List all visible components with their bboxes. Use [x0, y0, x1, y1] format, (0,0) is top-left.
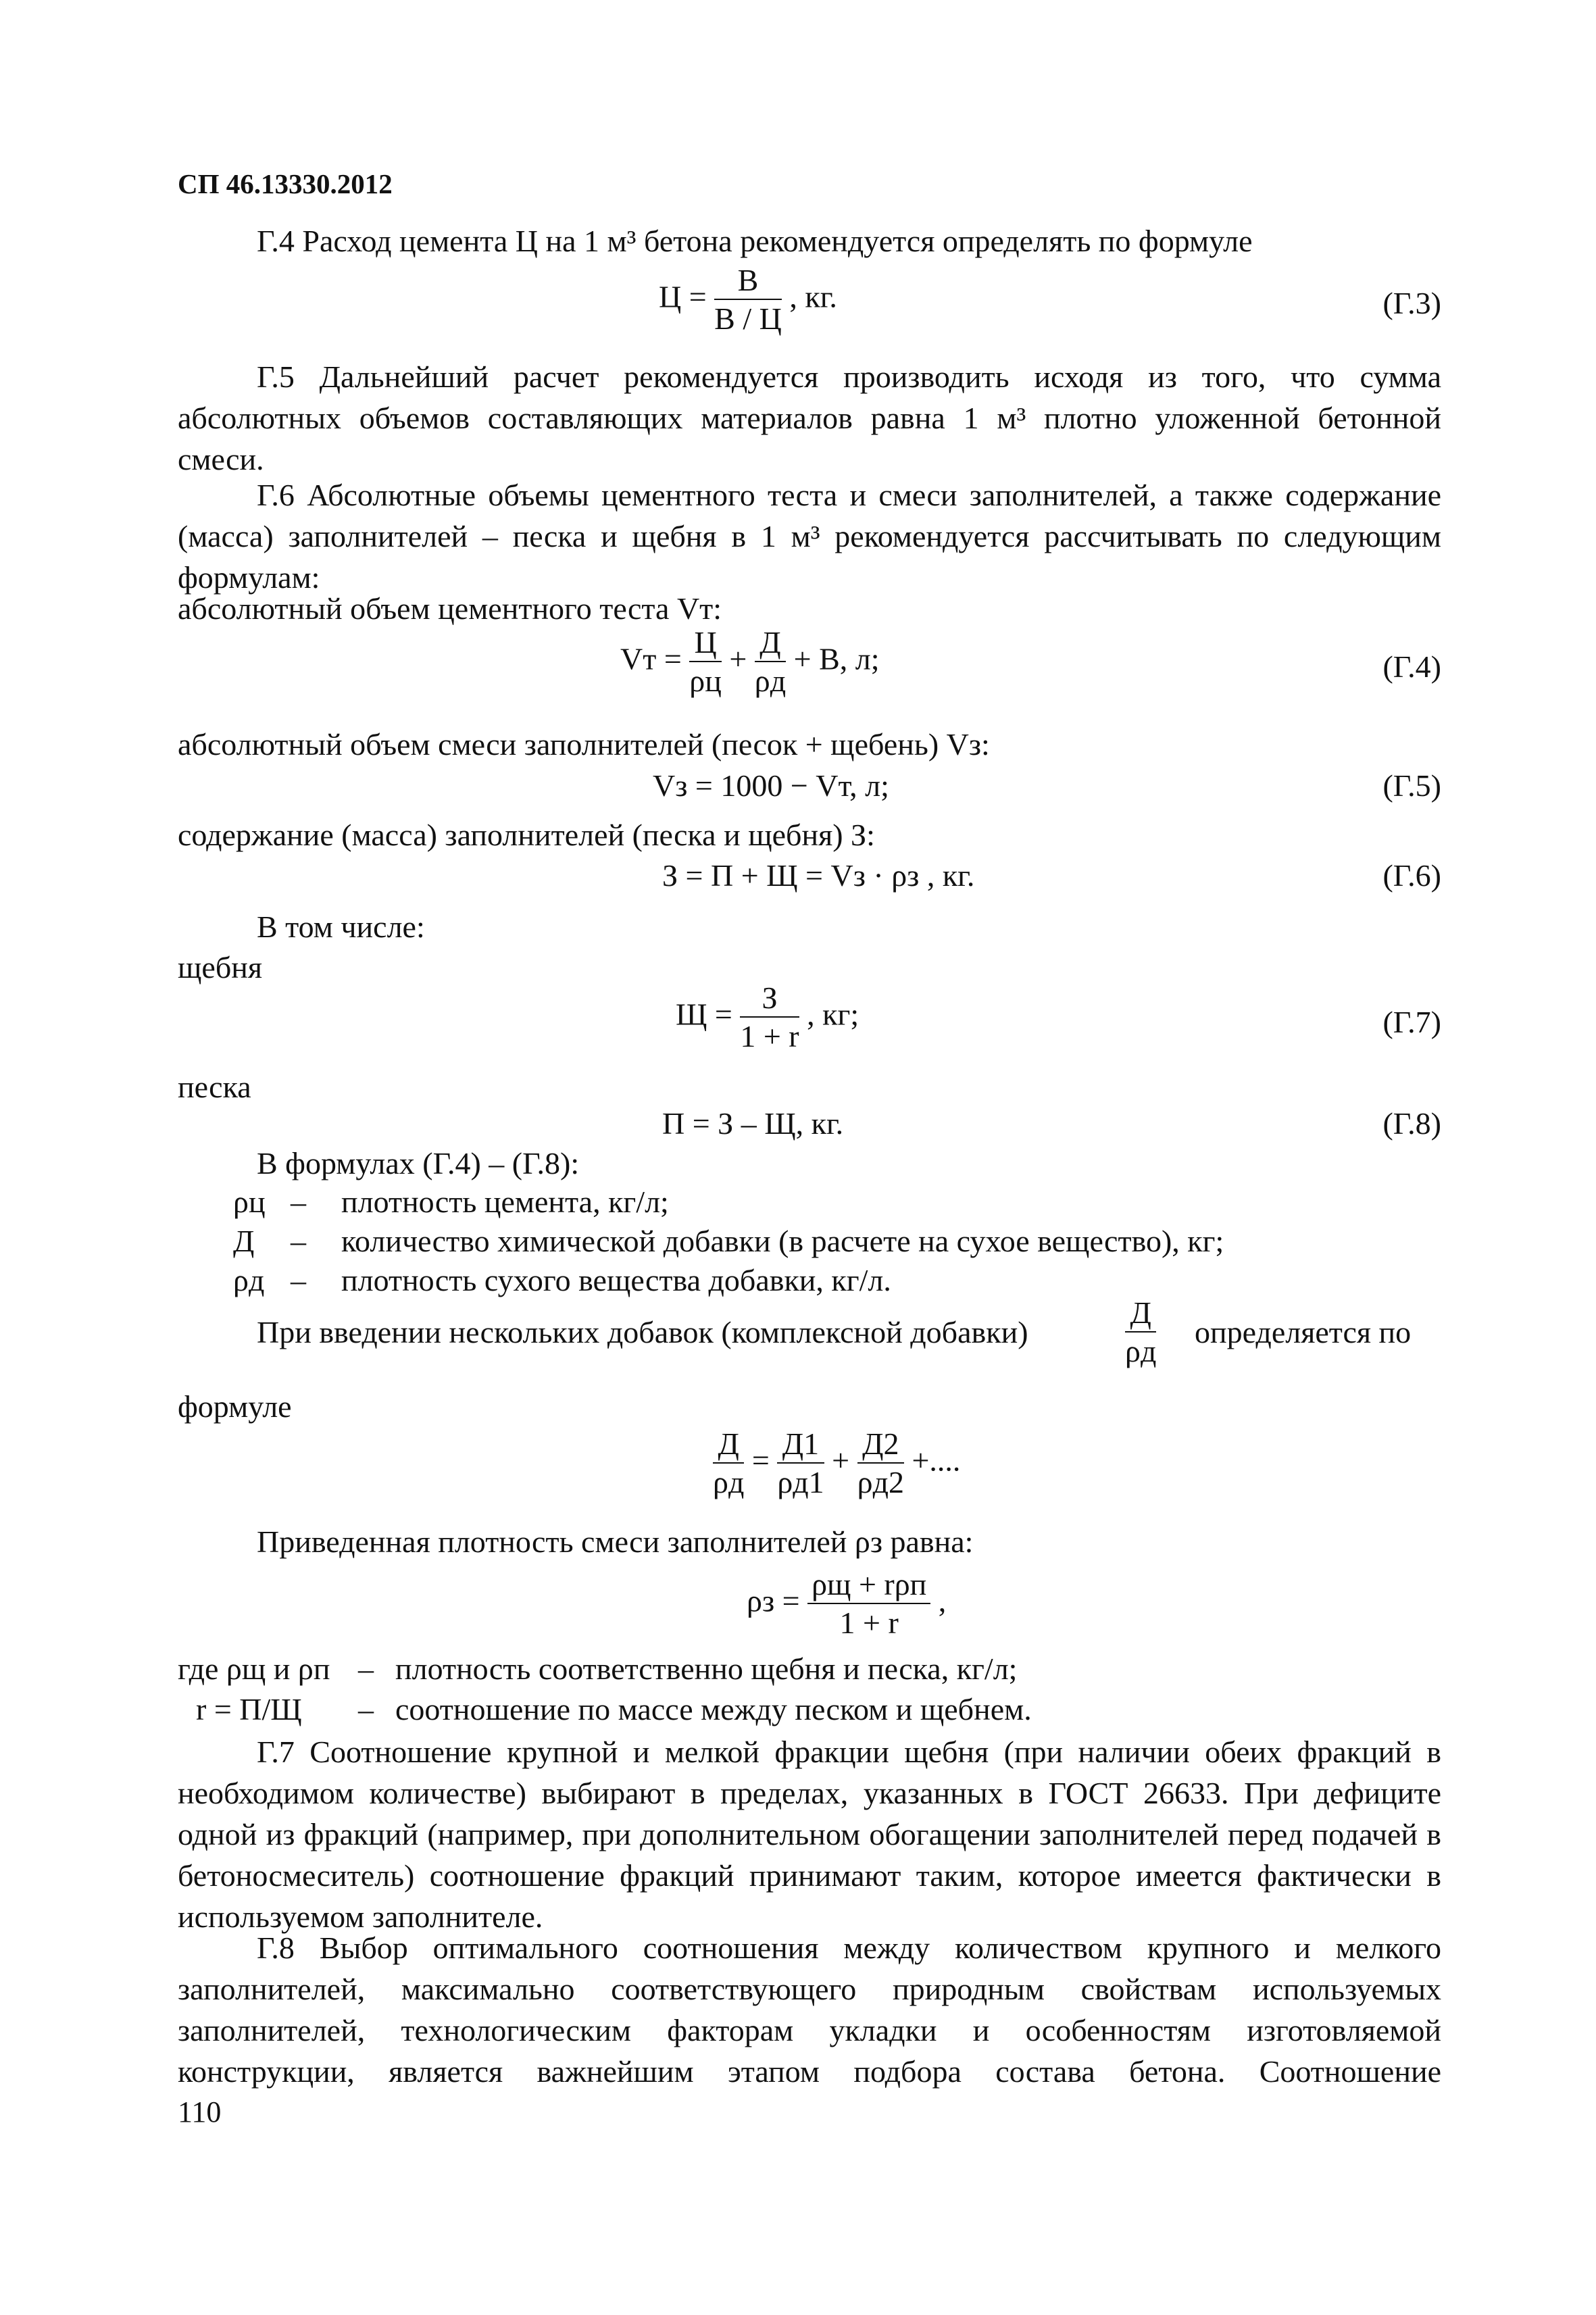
- def-symbol-rho-c: ρц: [233, 1185, 266, 1219]
- paragraph-g7: Г.7 Соотношение крупной и мелкой фракции щебня (при наличии обеих фракций в необходимом количестве) выбирают в пределах, указанных в ГОСТ 26633. При дефиците одной из фракций (например, при дополнительном обогащении заполнителей перед подачей в бетоносмеситель) соотношение фракций принимают таким, которое имеется фактически в используемом заполнителе.: [178, 1735, 1441, 1934]
- sum-fraction-0: [713, 1426, 744, 1501]
- eq-g4-num-1: Ц: [689, 624, 722, 662]
- label-sand: песка: [178, 1070, 251, 1104]
- sum-den-0: ρд: [713, 1465, 745, 1499]
- where-text-ratio: соотношение по массе между песком и щебнем.: [395, 1692, 1032, 1726]
- def-text-additive-amount: количество химической добавки (в расчете на сухое вещество), кг;: [341, 1224, 1224, 1258]
- eq-g4-den-2: ρд: [754, 664, 787, 698]
- eq-g7-lhs: Щ =: [676, 997, 732, 1032]
- eq-g4-number: (Г.4): [1382, 649, 1441, 684]
- eq-g4-plus: +: [729, 641, 747, 676]
- rho-lhs: ρз =: [747, 1583, 800, 1618]
- def-dash: –: [291, 1263, 306, 1297]
- where-dash: –: [358, 1651, 374, 1686]
- label-aggregate-mass: содержание (масса) заполнителей (песка и щебня) З:: [178, 818, 875, 852]
- equation-g8: П = З – Щ, кг.: [662, 1106, 844, 1141]
- eq-g4-fraction-2: [755, 624, 786, 700]
- eq-g4-lhs: Vт =: [620, 641, 682, 676]
- sum-plus: +: [832, 1443, 850, 1478]
- where-text-densities: плотность соответственно щебня и песка, кг/л;: [395, 1651, 1018, 1686]
- inline-fraction-d-over-rho: [1125, 1295, 1156, 1370]
- equation-g3: [659, 262, 837, 338]
- eq-g3-denominator: В / Ц: [714, 301, 782, 336]
- sum-num-2: Д2: [857, 1426, 904, 1464]
- rho-fraction: [807, 1566, 930, 1642]
- eq-g7-number: (Г.7): [1382, 1005, 1441, 1039]
- paragraph-g4: Г.4 Расход цемента Ц на 1 м³ бетона рекомендуется определять по формуле: [257, 224, 1253, 258]
- equation-g6: З = П + Щ = Vз · ρз , кг.: [662, 858, 975, 893]
- page-number: 110: [178, 2095, 222, 2129]
- paragraph-g6: Г.6 Абсолютные объемы цементного теста и смеси заполнителей, а также содержание (масса) заполнителей – песка и щебня в 1 м³ рекомендуется рассчитывать по следующим формулам:: [178, 478, 1441, 595]
- eq-g3-number: (Г.3): [1382, 286, 1441, 320]
- equation-g4: [620, 624, 880, 700]
- rho-denominator: 1 + r: [839, 1605, 899, 1640]
- eq-g4-fraction-1: [689, 624, 722, 700]
- label-aggregate-volume: абсолютный объем смеси заполнителей (песок + щебень) Vз:: [178, 727, 990, 762]
- label-cement-paste-volume: абсолютный объем цементного теста Vт:: [178, 591, 722, 626]
- inline-frac-num: Д: [1125, 1295, 1156, 1333]
- eq-g8-number: (Г.8): [1382, 1106, 1441, 1141]
- eq-g7-denominator: 1 + r: [740, 1019, 799, 1053]
- def-text-additive-density: плотность сухого вещества добавки, кг/л.: [341, 1263, 891, 1297]
- rho-numerator: ρщ + rρп: [807, 1566, 930, 1604]
- label-crushed-stone: щебня: [178, 950, 263, 985]
- eq-g4-tail: + В, л;: [793, 641, 880, 676]
- def-text-cement-density: плотность цемента, кг/л;: [341, 1185, 669, 1219]
- where-dash: –: [358, 1692, 374, 1726]
- sum-num-1: Д1: [777, 1426, 824, 1464]
- document-header-code: СП 46.13330.2012: [178, 168, 393, 199]
- paragraph-g8: Г.8 Выбор оптимального соотношения между количеством крупного и мелкого заполнителей, максимально соответствующего природным свойствам используемых заполнителей, технологическим факторам укладки и особенностям изготовляемой конструкции, является важнейшим этапом подбора состава бетона. Соотношение: [178, 1931, 1441, 2089]
- where-symbol-densities: где ρщ и ρп: [178, 1651, 330, 1686]
- paragraph-g5: Г.5 Дальнейший расчет рекомендуется производить исходя из того, что сумма абсолютных объемов составляющих материалов равна 1 м³ плотно уложенной бетонной смеси.: [178, 359, 1441, 476]
- equation-g7: [676, 980, 859, 1055]
- label-formula: формуле: [178, 1389, 292, 1424]
- inline-frac-den: ρд: [1125, 1334, 1157, 1368]
- eq-g7-numerator: З: [740, 980, 799, 1018]
- sum-tail: +....: [912, 1443, 961, 1478]
- sum-equals: =: [751, 1443, 770, 1478]
- equation-g5: Vз = 1000 − Vт, л;: [653, 768, 889, 803]
- eq-g3-unit: , кг.: [789, 279, 837, 314]
- def-symbol-rho-d: ρд: [233, 1263, 265, 1297]
- eq-g7-unit: , кг;: [807, 997, 859, 1032]
- eq-g6-number: (Г.6): [1382, 858, 1441, 893]
- label-in-formulas: В формулах (Г.4) – (Г.8):: [257, 1146, 580, 1180]
- inline-fraction: [1125, 1295, 1156, 1370]
- eq-g3-fraction: [714, 262, 782, 338]
- eq-g3-lhs: Ц =: [659, 279, 707, 314]
- sum-den-1: ρд1: [777, 1465, 824, 1499]
- eq-g3-numerator: В: [714, 262, 782, 300]
- eq-g5-number: (Г.5): [1382, 768, 1441, 803]
- sum-den-2: ρд2: [857, 1465, 904, 1499]
- sum-num-0: Д: [713, 1426, 744, 1464]
- def-symbol-d: Д: [233, 1224, 255, 1258]
- where-symbol-ratio: r = П/Щ: [196, 1692, 302, 1726]
- eq-g4-den-1: ρц: [689, 664, 722, 698]
- rho-tail: ,: [938, 1583, 947, 1618]
- eq-g4-num-2: Д: [755, 624, 786, 662]
- label-including: В том числе:: [257, 910, 425, 944]
- def-dash: –: [291, 1224, 306, 1258]
- paragraph-several-additives: При введении нескольких добавок (комплексной добавки): [257, 1315, 1028, 1349]
- paragraph-reduced-density: Приведенная плотность смеси заполнителей ρз равна:: [257, 1524, 974, 1559]
- sum-fraction-1: [777, 1426, 824, 1501]
- eq-g7-fraction: [740, 980, 799, 1055]
- def-dash: –: [291, 1185, 306, 1219]
- sum-fraction-2: [857, 1426, 904, 1501]
- equation-reduced-density: [747, 1566, 946, 1642]
- text-determined-by: определяется по: [1195, 1315, 1412, 1349]
- equation-additive-sum: [713, 1426, 960, 1501]
